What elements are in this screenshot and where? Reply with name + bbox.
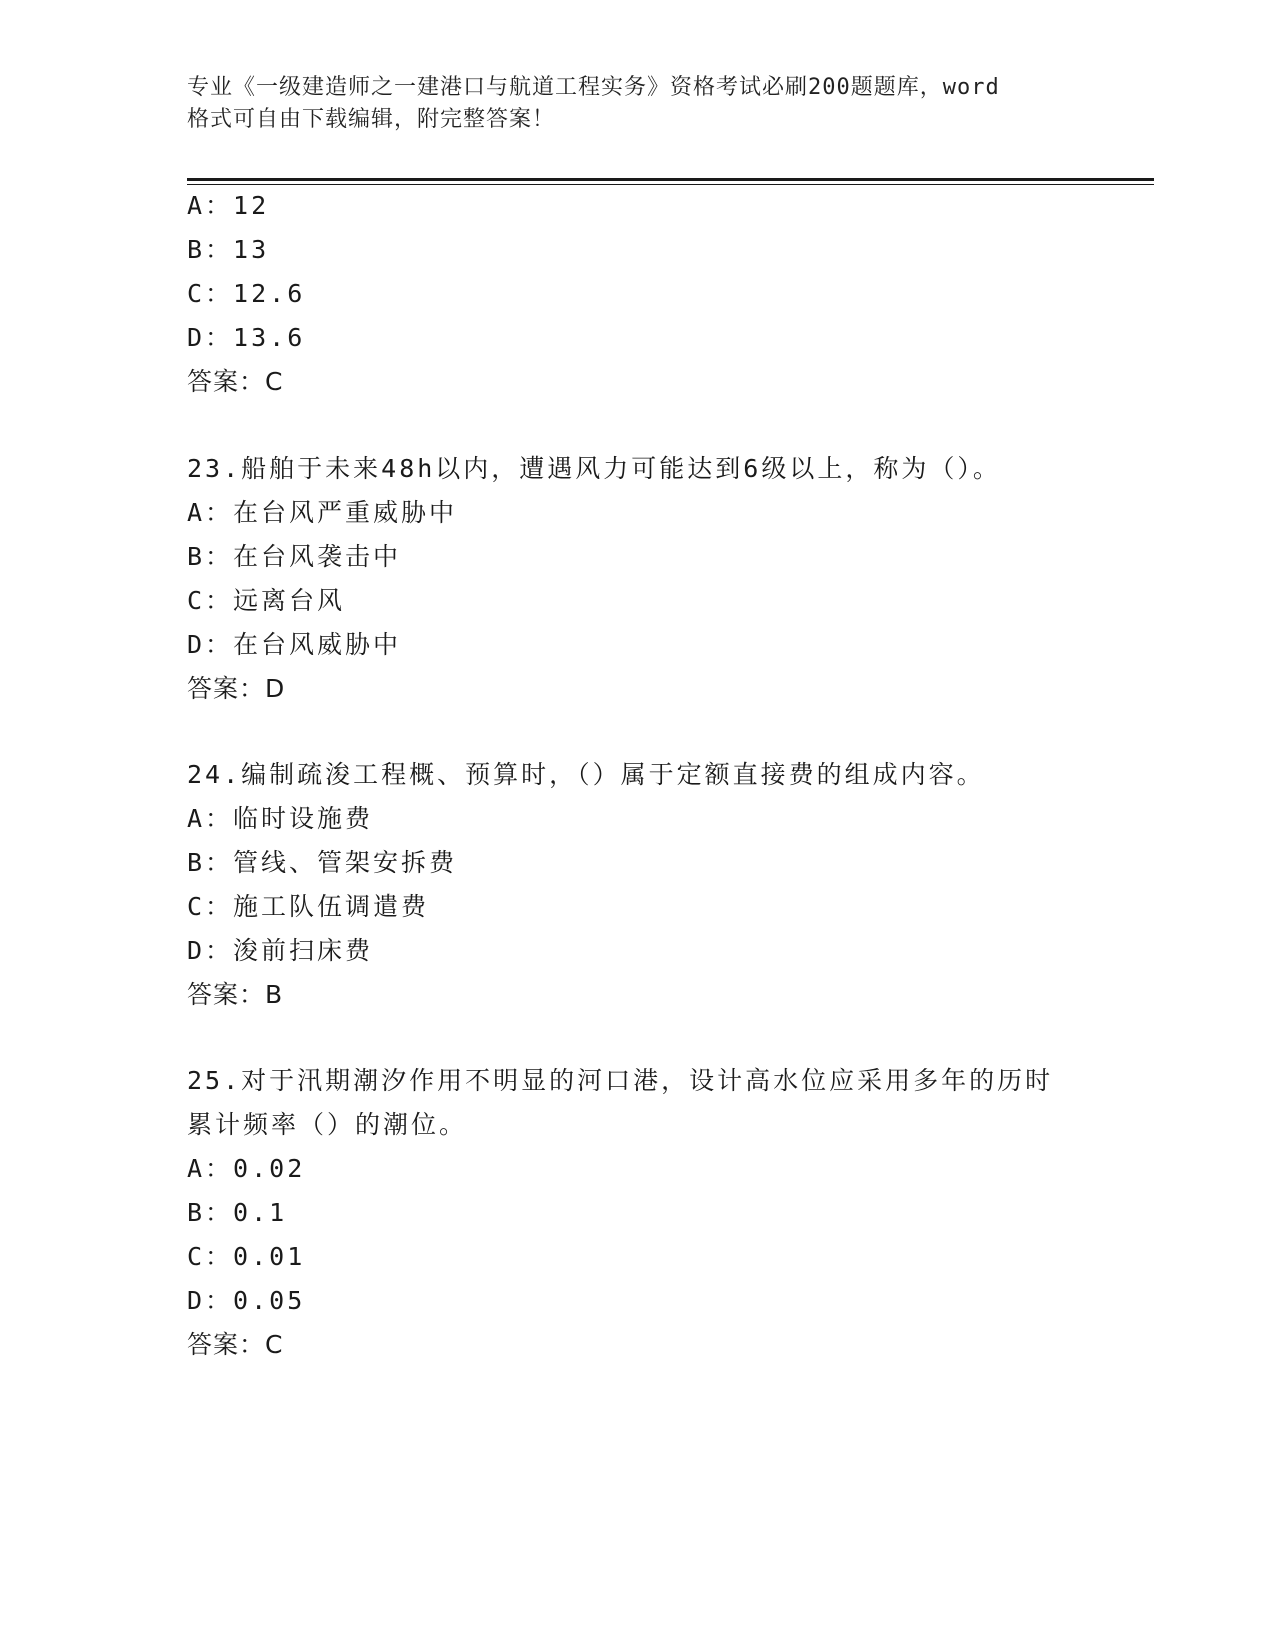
q23-option-b: B：在台风袭击中 <box>187 542 402 571</box>
q23-stem: 23.船舶于未来48h以内，遭遇风力可能达到6级以上，称为（）。 <box>187 454 1001 483</box>
header-divider-thin <box>187 184 1154 185</box>
q23-option-d: D：在台风威胁中 <box>187 630 402 659</box>
q24-option-c: C：施工队伍调遣费 <box>187 892 430 921</box>
q22-option-a: A：12 <box>187 191 270 220</box>
q24-answer: 答案：B <box>187 980 284 1009</box>
q23-answer: 答案：D <box>187 674 286 703</box>
document-header <box>187 72 1087 136</box>
q24-option-d: D：浚前扫床费 <box>187 936 374 965</box>
q24-stem: 24.编制疏浚工程概、预算时，（）属于定额直接费的组成内容。 <box>187 760 985 789</box>
header-line-2: 格式可自由下载编辑，附完整答案！ <box>187 107 556 132</box>
header-divider-thick <box>187 178 1154 181</box>
q22-option-b: B：13 <box>187 235 270 264</box>
q24-option-a: A：临时设施费 <box>187 804 374 833</box>
q25-option-c: C：0.01 <box>187 1242 306 1271</box>
q25-option-b: B：0.1 <box>187 1198 288 1227</box>
q25-stem-line-2: 累计频率（）的潮位。 <box>187 1110 468 1139</box>
q22-answer: 答案：C <box>187 367 284 396</box>
q23-option-a: A：在台风严重威胁中 <box>187 498 458 527</box>
q24-option-b: B：管线、管架安拆费 <box>187 848 458 877</box>
q25-answer: 答案：C <box>187 1330 284 1359</box>
q25-stem-line-1: 25.对于汛期潮汐作用不明显的河口港，设计高水位应采用多年的历时 <box>187 1066 1054 1095</box>
q25-option-d: D：0.05 <box>187 1286 306 1315</box>
q23-option-c: C：远离台风 <box>187 586 346 615</box>
q22-option-d: D：13.6 <box>187 323 306 352</box>
q22-option-c: C：12.6 <box>187 279 306 308</box>
q25-option-a: A：0.02 <box>187 1154 306 1183</box>
header-line-1: 专业《一级建造师之一建港口与航道工程实务》资格考试必刷200题题库，word <box>187 75 1000 100</box>
